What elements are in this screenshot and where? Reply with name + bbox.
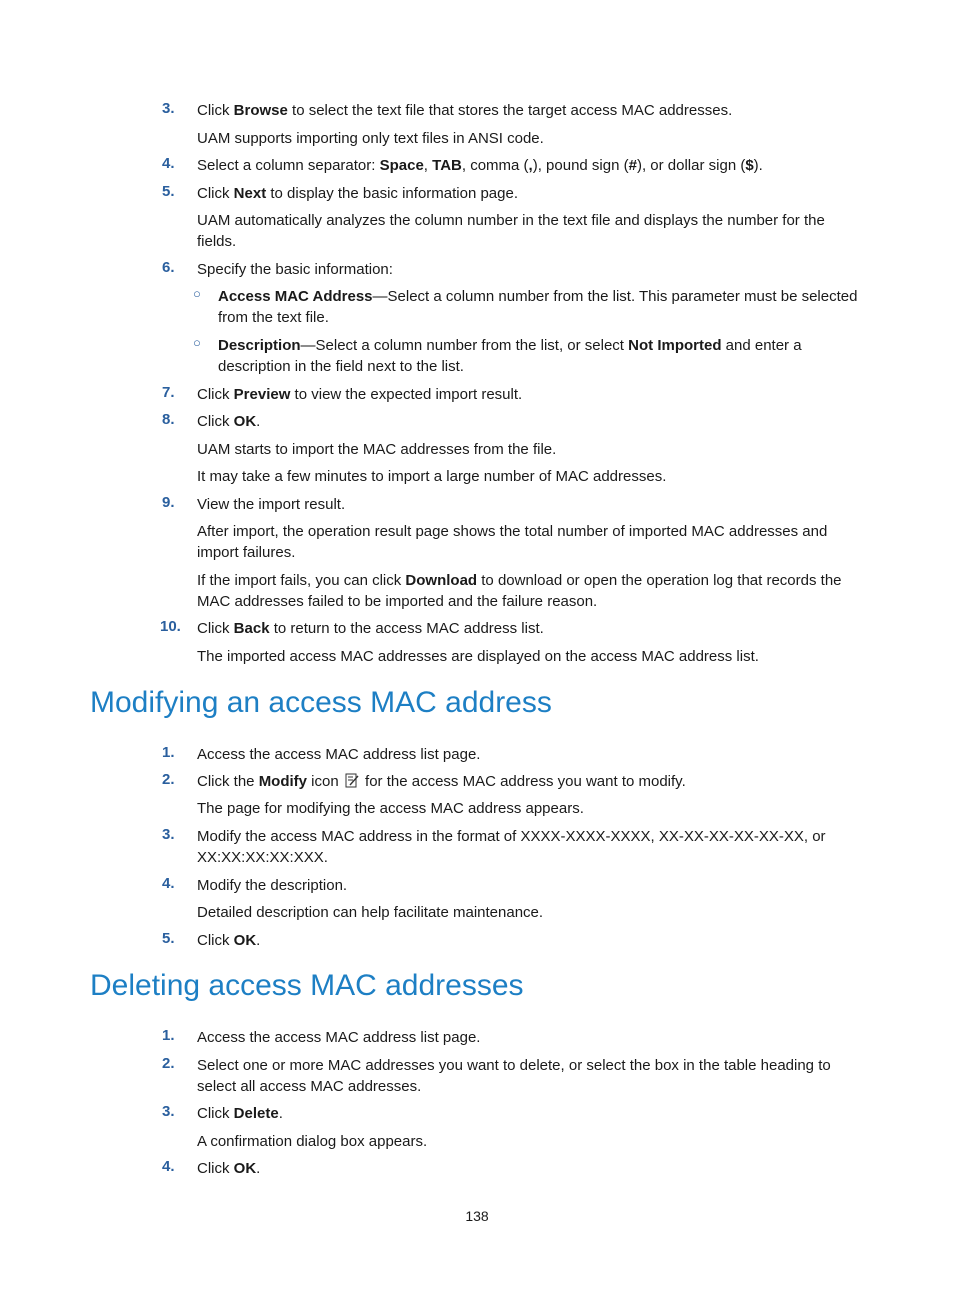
- bullet-circle-icon: ○: [193, 335, 201, 350]
- step-text: Modify the access MAC address in the format of XXXX-XXXX-XXXX, XX-XX-XX-XX-XX-XX, or XX:XX:XX:XX:XXX.: [197, 828, 826, 866]
- step-number: 4.: [162, 155, 175, 172]
- step-number: 7.: [162, 384, 175, 401]
- step-text: Select one or more MAC addresses you want to delete, or select the box in the table heading to select all access MAC addresses.: [197, 1057, 831, 1095]
- step-text: Click Back to return to the access MAC address list.: [197, 620, 544, 637]
- step-note: The page for modifying the access MAC address appears.: [197, 800, 584, 817]
- step-number: 8.: [162, 411, 175, 428]
- step-number: 6.: [162, 259, 175, 276]
- step-text: Click Browse to select the text file that stores the target access MAC addresses.: [197, 102, 733, 119]
- step-text: Click OK.: [197, 1160, 261, 1177]
- step-note: The imported access MAC addresses are displayed on the access MAC address list.: [197, 648, 759, 665]
- step-text: View the import result.: [197, 496, 346, 513]
- bullet-text: Description—Select a column number from the list, or select Not Imported and enter a description in the field next to the list.: [218, 337, 802, 375]
- step-note: UAM starts to import the MAC addresses from the file.: [197, 441, 557, 458]
- step-note: If the import fails, you can click Download to download or open the operation log that records the MAC addresses failed to be imported and the failure reason.: [197, 572, 842, 610]
- step-number: 2.: [162, 1055, 175, 1072]
- step-text: Click Next to display the basic information page.: [197, 185, 519, 202]
- step-note: After import, the operation result page shows the total number of imported MAC addresses and import failures.: [197, 523, 828, 561]
- step-number: 3.: [162, 826, 175, 843]
- step-text: Click the Modify icon for the access MAC address you want to modify.: [197, 771, 867, 794]
- step-number: 3.: [162, 100, 175, 117]
- step-note: UAM supports importing only text files in ANSI code.: [197, 130, 544, 147]
- section-heading-modify: Modifying an access MAC address: [90, 686, 552, 719]
- step-text: Click OK.: [197, 932, 261, 949]
- step-number: 10.: [160, 618, 181, 635]
- step-text: Access the access MAC address list page.: [197, 1029, 481, 1046]
- page-number: 138: [465, 1208, 489, 1224]
- step-note: It may take a few minutes to import a large number of MAC addresses.: [197, 468, 667, 485]
- step-number: 5.: [162, 183, 175, 200]
- section-heading-delete: Deleting access MAC addresses: [90, 969, 524, 1002]
- step-note: Detailed description can help facilitate maintenance.: [197, 904, 544, 921]
- step-note: UAM automatically analyzes the column number in the text file and displays the number for the fields.: [197, 212, 825, 250]
- bullet-circle-icon: ○: [193, 286, 201, 301]
- step-number: 1.: [162, 1027, 175, 1044]
- step-number: 1.: [162, 744, 175, 761]
- step-text: Click Delete.: [197, 1105, 283, 1122]
- step-number: 2.: [162, 771, 175, 788]
- step-note: A confirmation dialog box appears.: [197, 1133, 428, 1150]
- step-text: Click Preview to view the expected import result.: [197, 386, 523, 403]
- step-text: Specify the basic information:: [197, 261, 393, 278]
- step-number: 3.: [162, 1103, 175, 1120]
- step-number: 9.: [162, 494, 175, 511]
- step-number: 4.: [162, 875, 175, 892]
- step-text: Select a column separator: Space, TAB, comma (,), pound sign (#), or dollar sign ($).: [197, 157, 763, 174]
- modify-icon: [345, 773, 359, 794]
- step-text: Click OK.: [197, 413, 261, 430]
- step-text: Modify the description.: [197, 877, 348, 894]
- step-text: Access the access MAC address list page.: [197, 746, 481, 763]
- bullet-text: Access MAC Address—Select a column number from the list. This parameter must be selected from the text file.: [218, 288, 858, 326]
- step-number: 5.: [162, 930, 175, 947]
- step-number: 4.: [162, 1158, 175, 1175]
